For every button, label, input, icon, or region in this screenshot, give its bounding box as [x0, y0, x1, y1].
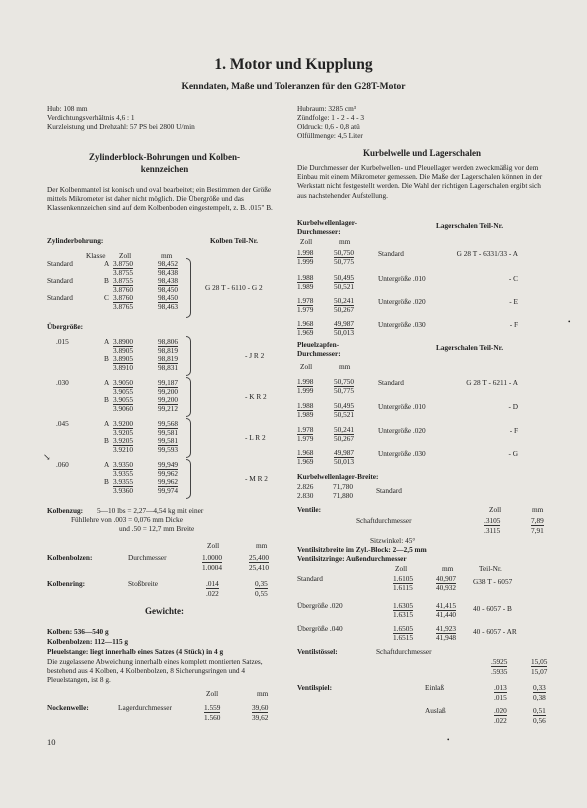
standard-row-zoll: 3.8750 [113, 259, 134, 268]
oversize-row-zoll: 3.9060 [113, 403, 134, 413]
page-dot: • [447, 736, 450, 744]
zylinder-heading-2: kennzeichen [140, 164, 189, 174]
kurbelwelle-text: Die Durchmesser der Kurbelwellen- und Pleuellager werden zweckmäßig vor dem Einbau mit einem Mikrometer gemessen. Die Maße der Lagerschalen können in der Werkstatt nicht festgestellt werden. Die Wahl der richtigen Lagerschalen ergibt sich aus nachstehender Aufstellung. [297, 163, 543, 200]
oversize-row-mm: 99,593 [158, 444, 179, 454]
klasse-header: Klasse [86, 251, 106, 260]
spec-zuendfolge: Zündfolge: 1 - 2 - 4 - 3 [297, 113, 365, 122]
nockenwelle-mm-2: 39,62 [252, 713, 269, 722]
standard-row-mm: 98,450 [158, 293, 179, 303]
kolbenbolzen-mm-1: 25,400 [249, 553, 270, 562]
sitzring-zoll: 1.6315 [393, 610, 414, 619]
oversize-row-mm: 98,831 [158, 362, 179, 372]
lager-mm: 50,267 [334, 434, 355, 443]
standard-row-zoll: 3.8755 [113, 267, 134, 277]
standard-row-mm: 98,438 [158, 267, 179, 277]
kolben-teil-label: Kolben Teil-Nr. [210, 236, 258, 245]
kurbelwellenlager-zoll-header: Zoll [300, 237, 313, 246]
lager-desc: Untergröße .020 [378, 297, 426, 306]
stoessel-zoll-1: .5925 [491, 657, 508, 666]
page-subtitle: Kenndaten, Maße und Toleranzen für den G28T-Motor [181, 82, 406, 92]
nockenwelle-zoll-2: 1.560 [204, 713, 221, 722]
sitzring-mm: 41,923 [436, 624, 457, 633]
lagerbreite-label: Kurbelwellenlager-Breite: [297, 472, 379, 481]
oversize-row-klasse: A [104, 419, 110, 428]
ventile-mm-header: mm [532, 505, 544, 514]
lager-zoll: 1.989 [297, 410, 314, 419]
kurbelwelle-heading: Kurbelwelle und Lagerschalen [362, 148, 481, 158]
oversize-row-klasse: B [104, 354, 109, 364]
oversize-row-zoll: 3.9200 [113, 419, 134, 428]
lager-mm: 49,987 [334, 319, 355, 328]
oversize-label: .015 [56, 337, 69, 346]
oversize-brace [186, 418, 191, 458]
ventile-sitzringe: Ventilsitzringe: Außendurchmesser [297, 554, 407, 563]
lager-zoll: 1.978 [297, 296, 314, 305]
kolbenring-mm-2: 0,55 [255, 589, 268, 598]
oversize-row-mm: 98,819 [158, 354, 179, 364]
oversize-label: .060 [56, 460, 69, 469]
standard-row-klasse: B [104, 276, 109, 286]
stoessel-mm-1: 15,05 [531, 657, 548, 666]
ventile-zoll-1: .3105 [484, 516, 501, 525]
uebergroesse-label: Übergröße: [47, 322, 84, 331]
spec-oelfuellmenge: Olfüllmenge: 4,5 Liter [297, 131, 363, 140]
lager-zoll: 1.999 [297, 257, 314, 266]
gewicht-pleuelstange: Pleuelstange: liegt innerhalb eines Satzes (4 Stück) in 4 g [47, 647, 224, 656]
sitzring-zoll: 1.6105 [393, 574, 414, 583]
zylinder-text: Der Kolbenmantel ist konisch und oval bearbeitet; ein Bestimmen der Größe mittels Mikrometer ist daher nicht möglich. Die Übergröße und das Klassenkennzeichen sind auf dem Kolbenboden eingestempelt, z. B. .015" B. [47, 185, 273, 213]
kolbenzug-line2: Fühllehre von .003 = 0,076 mm Dicke [71, 515, 183, 524]
kurbelwellenlager-teil-label: Lagerschalen Teil-Nr. [436, 221, 504, 230]
kurbelwellenlager-label: Kurbelwellenlager- [297, 218, 358, 227]
sitzring-zoll: 1.6505 [393, 624, 414, 633]
nockenwelle-mm-header: mm [257, 689, 269, 698]
spec-hubraum: Hubraum: 3285 cm³ [297, 104, 356, 113]
sitzring-mm: 40,907 [436, 574, 457, 583]
sitzring-mm-header: mm [442, 564, 454, 573]
stoessel-label: Ventilstössel: [297, 647, 338, 656]
oversize-part-number: - K R 2 [245, 392, 267, 401]
oversize-row-klasse: B [104, 436, 109, 446]
einlass-mm-1: 0,33 [533, 683, 546, 692]
spec-verdichtung: Verdichtungsverhältnis 4,6 : 1 [47, 113, 135, 122]
lager-zoll: 1.989 [297, 282, 314, 291]
standard-row-mm: 98,438 [158, 276, 179, 286]
lagerbreite-zoll-1: 2.826 [297, 482, 314, 491]
stoessel-desc: Schaftdurchmesser [376, 647, 432, 656]
page-title: 1. Motor und Kupplung [214, 56, 373, 73]
lager-zoll: 1.968 [297, 319, 314, 328]
oversize-row-klasse: A [104, 460, 110, 469]
standard-row-zoll: 3.8755 [113, 276, 134, 286]
oversize-row-mm: 98,819 [158, 345, 179, 355]
nockenwelle-zoll-1: 1.559 [204, 703, 221, 712]
oversize-part-number: - M R 2 [245, 474, 268, 483]
ventile-mm-1: 7,89 [531, 516, 544, 525]
kurbelwellenlager-label-2: Durchmesser: [297, 227, 341, 236]
sitzring-zoll: 1.6305 [393, 601, 414, 610]
einlass-mm-2: 0,38 [533, 693, 546, 702]
oversize-row-klasse: A [104, 337, 110, 346]
sitzring-mm: 41,948 [436, 633, 457, 642]
lager-zoll: 1.968 [297, 448, 314, 457]
oversize-row-zoll: 3.8905 [113, 354, 134, 364]
sitzring-teil-header: Teil-Nr. [479, 564, 502, 573]
lager-desc: Untergröße .010 [378, 402, 426, 411]
oversize-row-klasse: B [104, 477, 109, 487]
lager-mm: 50,750 [334, 248, 355, 257]
kolbenring-desc: Stoßbreite [128, 579, 158, 588]
kolbenzug-label: Kolbenzug: [47, 506, 84, 515]
standard-row-label: Standard [47, 293, 73, 303]
oversize-row-mm: 98,806 [158, 337, 179, 346]
auslass-zoll-1: .020 [494, 706, 507, 715]
oversize-row-zoll: 3.9055 [113, 386, 134, 396]
auslass-mm-2: 0,56 [533, 716, 546, 725]
oversize-row-mm: 99,962 [158, 468, 179, 478]
sitzring-mm: 41,415 [436, 601, 457, 610]
kolbenring-mm-1: 0,35 [255, 579, 268, 588]
kolbenbolzen-zoll-header: Zoll [207, 541, 220, 550]
lager-mm: 50,013 [334, 328, 355, 337]
lager-mm: 50,495 [334, 273, 355, 282]
lager-mm: 50,750 [334, 377, 355, 386]
sitzring-part: G38 T - 6057 [473, 577, 513, 586]
standard-part-number: G 28 T - 6110 - G 2 [205, 283, 263, 292]
sitzring-zoll-header: Zoll [395, 564, 408, 573]
oversize-row-klasse: A [104, 378, 110, 387]
einlass-zoll-1: .013 [494, 683, 507, 692]
lager-mm: 50,241 [334, 296, 355, 305]
gewicht-text: Die zugelassene Abweichung innerhalb eines komplett montierten Satzes, bestehend aus 4 Kolben, 4 Kolbenbolzen, 8 Sicherungsringen und 4 Pleuelstangen, ist 8 g. [47, 657, 263, 685]
lager-desc: Untergröße .010 [378, 274, 426, 283]
ventile-sitzbreite: Ventilsitzbreite im Zyl.-Block: 2—2,5 mm [297, 545, 427, 554]
oversize-row-zoll: 3.8900 [113, 337, 134, 346]
sitzring-part: 40 - 6057 - B [473, 604, 512, 613]
lager-zoll: 1.979 [297, 434, 314, 443]
lager-zoll: 1.998 [297, 248, 314, 257]
lager-mm: 50,267 [334, 305, 355, 314]
page-number: 10 [47, 737, 56, 747]
lager-zoll: 1.969 [297, 328, 314, 337]
auslass-zoll-2: .022 [494, 716, 507, 725]
gewicht-kolben: Kolben: 536—540 g [47, 627, 109, 636]
lager-part: - D [508, 402, 518, 411]
lagerbreite-desc: Standard [376, 486, 402, 495]
sitzring-mm: 41,440 [436, 610, 457, 619]
nockenwelle-zoll-header: Zoll [206, 689, 219, 698]
sitzring-part: 40 - 6057 - AR [473, 627, 517, 636]
standard-row-klasse: A [104, 259, 110, 268]
oversize-brace [186, 336, 191, 376]
mm-header: mm [161, 251, 173, 260]
margin-dot: • [568, 318, 571, 326]
lager-part: - F [509, 320, 518, 329]
lager-mm: 50,495 [334, 401, 355, 410]
zoll-header: Zoll [119, 251, 132, 260]
standard-row-zoll: 3.8760 [113, 293, 134, 303]
pleuelzapfen-mm-header: mm [339, 362, 351, 371]
lager-zoll: 1.969 [297, 457, 314, 466]
standard-row-label: Standard [47, 259, 73, 268]
standard-row-mm: 98,452 [158, 259, 179, 268]
oversize-row-mm: 99,200 [158, 386, 179, 396]
oversize-label: .030 [56, 378, 69, 387]
lagerbreite-mm-2: 71,880 [333, 491, 354, 500]
einlass-zoll-2: .015 [494, 693, 507, 702]
kolbenzug-line3: und .50 = 12,7 mm Breite [119, 524, 195, 533]
ventile-mm-2: 7,91 [531, 526, 544, 535]
kolbenring-label: Kolbenring: [47, 579, 86, 588]
nockenwelle-label: Nockenwelle: [47, 703, 89, 712]
oversize-row-zoll: 3.8910 [113, 362, 134, 372]
standard-row-mm: 98,463 [158, 302, 179, 311]
lagerbreite-zoll-2: 2.830 [297, 491, 314, 500]
ventile-desc: Schaftdurchmesser [356, 516, 412, 525]
standard-brace [186, 258, 191, 318]
oversize-row-zoll: 3.9355 [113, 477, 134, 487]
kolbenbolzen-zoll-2: 1.0004 [202, 563, 223, 572]
oversize-row-zoll: 3.9050 [113, 378, 134, 387]
auslass-mm-1: 0,51 [533, 706, 546, 715]
oversize-row-zoll: 3.9210 [113, 444, 134, 454]
pleuelzapfen-teil-label: Lagerschalen Teil-Nr. [436, 343, 504, 352]
lager-desc: Standard [378, 378, 404, 387]
stoessel-zoll-2: .5935 [491, 667, 508, 676]
oversize-row-zoll: 3.9055 [113, 395, 134, 405]
kolbenbolzen-zoll-1: 1.0000 [202, 553, 223, 562]
oversize-row-zoll: 3.9350 [113, 460, 134, 469]
lager-mm: 50,241 [334, 425, 355, 434]
standard-row-zoll: 3.8765 [113, 302, 134, 311]
sitzring-zoll: 1.6515 [393, 633, 414, 642]
lagerbreite-mm-1: 71,780 [333, 482, 354, 491]
lager-mm: 50,775 [334, 386, 355, 395]
oversize-row-mm: 99,200 [158, 395, 179, 405]
lager-zoll: 1.999 [297, 386, 314, 395]
margin-arrow-mark: ↘ [43, 452, 51, 462]
standard-row-label: Standard [47, 276, 73, 286]
ventile-label: Ventile: [297, 505, 322, 514]
lager-zoll: 1.988 [297, 401, 314, 410]
oversize-row-mm: 99,581 [158, 436, 179, 446]
lager-zoll: 1.979 [297, 305, 314, 314]
lager-part: - G [508, 449, 518, 458]
ventilspiel-label: Ventilspiel: [297, 683, 333, 692]
lager-mm: 50,775 [334, 257, 355, 266]
lager-desc: Standard [378, 249, 404, 258]
lager-desc: Untergröße .030 [378, 449, 426, 458]
oversize-row-mm: 99,581 [158, 427, 179, 437]
oversize-label: .045 [56, 419, 69, 428]
lager-desc: Untergröße .030 [378, 320, 426, 329]
nockenwelle-mm-1: 39,60 [252, 703, 269, 712]
lager-part: - F [509, 426, 518, 435]
kolbenbolzen-mm-2: 25,410 [249, 563, 270, 572]
oversize-row-mm: 99,974 [158, 485, 179, 495]
kolbenring-zoll-2: .022 [206, 589, 219, 598]
lager-mm: 50,521 [334, 410, 355, 419]
sitzring-desc: Übergröße .020 [297, 601, 343, 610]
oversize-row-zoll: 3.9205 [113, 436, 134, 446]
ventile-sitzwinkel: Sitzwinkel: 45° [370, 536, 416, 545]
oversize-row-mm: 99,949 [158, 460, 179, 469]
spec-oeldruck: Oldruck: 0,6 - 0,8 atü [297, 122, 360, 131]
oversize-row-mm: 99,212 [158, 403, 179, 413]
oversize-part-number: - L R 2 [245, 433, 266, 442]
oversize-row-zoll: 3.9360 [113, 485, 134, 495]
lager-mm: 50,521 [334, 282, 355, 291]
gewicht-kolbenbolzen: Kolbenbolzen: 112—115 g [47, 637, 129, 646]
zylinderbohrung-label: Zylinderbohrung: [47, 236, 104, 245]
lager-part: - E [509, 297, 518, 306]
oversize-row-zoll: 3.9205 [113, 427, 134, 437]
standard-row-zoll: 3.8760 [113, 284, 134, 294]
auslass-label: Auslaß [425, 706, 446, 715]
lager-desc: Untergröße .020 [378, 426, 426, 435]
lager-zoll: 1.978 [297, 425, 314, 434]
ventile-zoll-2: .3115 [484, 526, 501, 535]
sitzring-zoll: 1.6115 [393, 583, 413, 592]
oversize-row-zoll: 3.8905 [113, 345, 134, 355]
standard-row-mm: 98,450 [158, 284, 179, 294]
oversize-row-zoll: 3.9355 [113, 468, 134, 478]
sitzring-mm: 40,932 [436, 583, 457, 592]
lager-mm: 49,987 [334, 448, 355, 457]
lager-mm: 50,013 [334, 457, 355, 466]
kolbenbolzen-desc: Durchmesser [128, 553, 167, 562]
pleuelzapfen-zoll-header: Zoll [300, 362, 313, 371]
oversize-brace [186, 377, 191, 417]
spec-leistung: Kurzleistung und Drehzahl: 57 PS bei 2800 U/min [47, 122, 195, 131]
kolbenbolzen-label: Kolbenbolzen: [47, 553, 93, 562]
oversize-brace [186, 459, 191, 499]
kurbelwellenlager-mm-header: mm [339, 237, 351, 246]
sitzring-desc: Übergröße .040 [297, 624, 343, 633]
lager-zoll: 1.998 [297, 377, 314, 386]
lager-zoll: 1.988 [297, 273, 314, 282]
lager-part: - C [508, 274, 518, 283]
ventile-zoll-header: Zoll [489, 505, 502, 514]
spec-hub: Hub: 108 mm [47, 104, 88, 113]
kolbenring-zoll-1: .014 [206, 579, 219, 588]
oversize-row-mm: 99,187 [158, 378, 179, 387]
standard-row-klasse: C [104, 293, 109, 303]
gewichte-heading: Gewichte: [145, 606, 184, 616]
nockenwelle-desc: Lagerdurchmesser [118, 703, 172, 712]
kolbenzug-line1: 5—10 lbs = 2,27—4,54 kg mit einer [97, 506, 204, 515]
zylinder-heading: Zylinderblock-Bohrungen und Kolben- [88, 152, 241, 162]
einlass-label: Einlaß [425, 683, 445, 692]
lager-part: G 28 T - 6331/33 - A [456, 249, 518, 258]
oversize-row-mm: 99,962 [158, 477, 179, 487]
oversize-part-number: - J R 2 [245, 351, 265, 360]
sitzring-desc: Standard [297, 574, 323, 583]
oversize-row-mm: 99,568 [158, 419, 179, 428]
lager-part: G 28 T - 6211 - A [466, 378, 518, 387]
kolbenbolzen-mm-header: mm [256, 541, 268, 550]
stoessel-mm-2: 15,07 [531, 667, 548, 676]
pleuelzapfen-label-2: Durchmesser: [297, 349, 341, 358]
oversize-row-klasse: B [104, 395, 109, 405]
pleuelzapfen-label: Pleuelzapfen- [297, 340, 340, 349]
